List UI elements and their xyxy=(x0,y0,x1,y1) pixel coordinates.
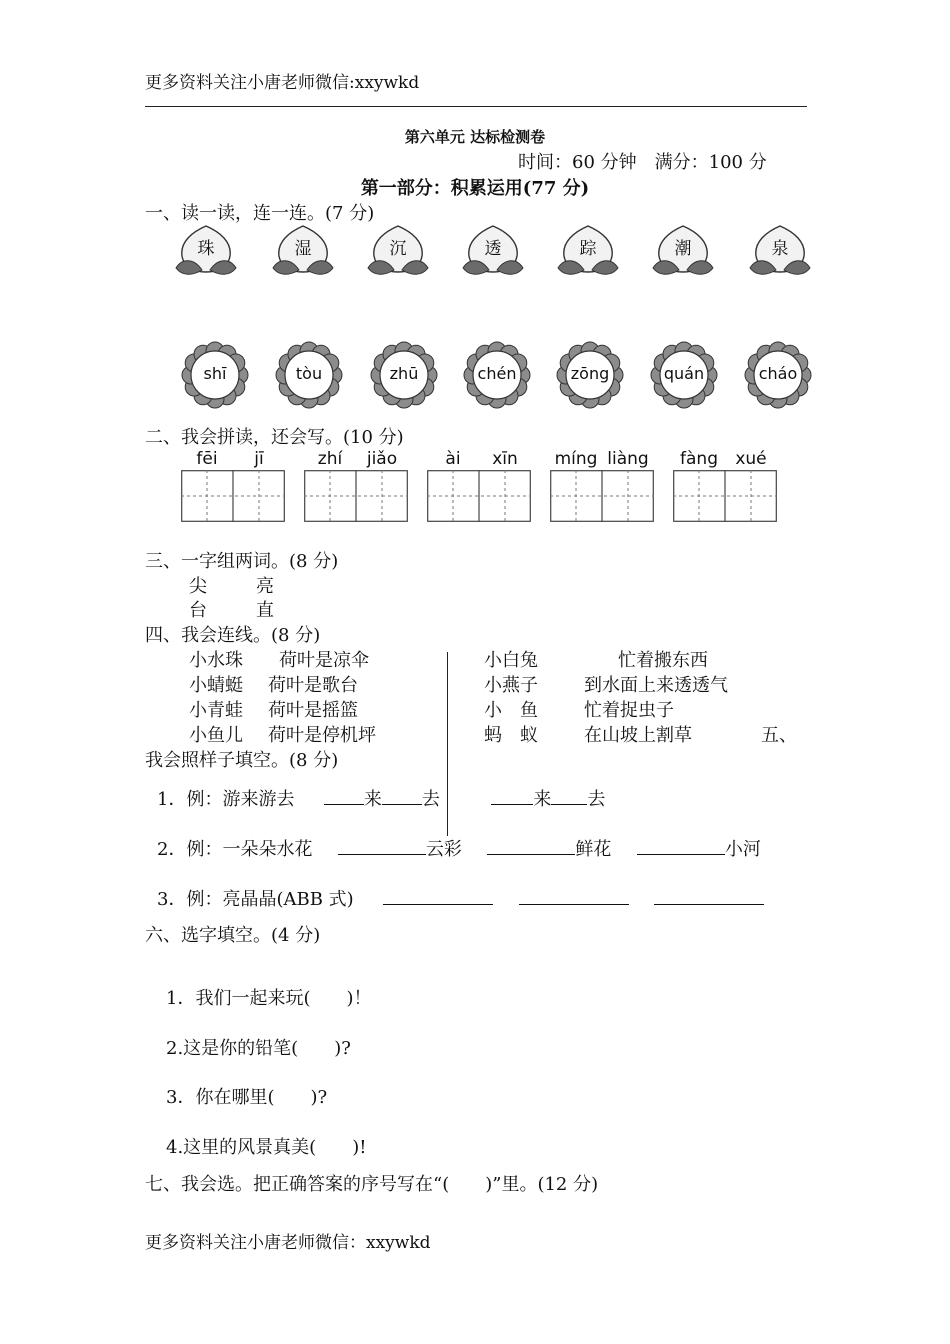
answer-blank[interactable] xyxy=(487,834,575,855)
s5-q2-word: 云彩 xyxy=(425,839,462,860)
section-3-heading: 三、一字组两词。(8 分) xyxy=(145,551,339,572)
peach-character: 湿 xyxy=(294,239,312,259)
pinyin-syllable: xué xyxy=(735,449,767,469)
match-left-what: 荷叶是摇篮 xyxy=(268,700,358,721)
flower-card[interactable] xyxy=(463,341,531,409)
pinyin-syllable: liàng xyxy=(607,449,649,469)
peach-card[interactable] xyxy=(748,222,812,280)
peach-card[interactable] xyxy=(651,222,715,280)
answer-blank[interactable] xyxy=(491,784,533,805)
s5-q2-word: 鲜花 xyxy=(575,839,612,860)
s5-q2 xyxy=(157,834,761,861)
pinyin-syllable: ài xyxy=(445,449,461,469)
answer-blank[interactable] xyxy=(383,884,493,905)
peach-character: 珠 xyxy=(197,239,215,259)
header-text: 更多资料关注小唐老师微信:xxywkd xyxy=(145,73,420,93)
s5-q2-word: 小河 xyxy=(724,839,761,860)
flower-card[interactable] xyxy=(181,341,249,409)
section-5-heading: 我会照样子填空。(8 分) xyxy=(145,750,339,771)
match-left-who: 小水珠 xyxy=(189,650,243,671)
peach-character: 沉 xyxy=(389,239,407,259)
header-rule xyxy=(145,106,807,107)
match-left-what: 荷叶是凉伞 xyxy=(279,650,369,671)
s5-q1-word: 来 xyxy=(533,789,552,810)
s5-q1-word: 去 xyxy=(587,789,606,810)
peach-card[interactable] xyxy=(461,222,525,280)
flower-card[interactable] xyxy=(556,341,624,409)
match-right-who: 蚂 蚁 xyxy=(484,725,538,746)
s3-char: 尖 xyxy=(189,576,207,597)
match-left-who: 小青蛙 xyxy=(189,700,243,721)
page-title: 第六单元 达标检测卷 xyxy=(404,128,546,146)
flower-pinyin: zhū xyxy=(389,364,419,383)
section-6-heading: 六、选字填空。(4 分) xyxy=(145,925,321,946)
flower-pinyin: cháo xyxy=(758,364,798,383)
pinyin-syllable: zhí xyxy=(317,449,343,469)
peach-character: 泉 xyxy=(771,239,789,259)
match-left-who: 小蜻蜓 xyxy=(189,675,243,696)
s5-q3-label: 3．例：亮晶晶(ABB 式) xyxy=(157,889,354,910)
writing-grid[interactable] xyxy=(181,470,285,522)
section-5-number: 五、 xyxy=(761,725,797,746)
peach-card[interactable] xyxy=(556,222,620,280)
s5-q3 xyxy=(157,884,764,911)
s3-char: 台 xyxy=(189,600,207,621)
match-right-what: 忙着搬东西 xyxy=(618,650,708,671)
flower-pinyin: shī xyxy=(203,364,227,383)
answer-blank[interactable] xyxy=(338,834,426,855)
s3-char: 直 xyxy=(256,600,274,621)
flower-pinyin: zōng xyxy=(570,364,610,383)
match-left-who: 小鱼儿 xyxy=(189,725,243,746)
s5-q1-word: 来 xyxy=(363,789,382,810)
answer-blank[interactable] xyxy=(637,834,725,855)
flower-pinyin: chén xyxy=(477,364,517,383)
pinyin-syllable: jiǎo xyxy=(366,449,398,469)
match-left-what: 荷叶是停机坪 xyxy=(268,725,376,746)
answer-blank[interactable] xyxy=(519,884,629,905)
s5-q1 xyxy=(157,784,605,811)
s5-q1-word: 去 xyxy=(421,789,440,810)
match-right-who: 小白兔 xyxy=(484,650,538,671)
section-4-heading: 四、我会连线。(8 分) xyxy=(145,625,321,646)
footer-text: 更多资料关注小唐老师微信：xxywkd xyxy=(145,1233,431,1253)
answer-blank[interactable] xyxy=(324,784,364,805)
peach-card[interactable] xyxy=(366,222,430,280)
answer-blank[interactable] xyxy=(382,784,422,805)
writing-grid[interactable] xyxy=(673,470,777,522)
pinyin-syllable: míng xyxy=(554,449,598,469)
flower-pinyin: tòu xyxy=(295,364,323,383)
flower-card[interactable] xyxy=(275,341,343,409)
s5-q1-label: 1．例：游来游去 xyxy=(157,789,295,810)
flower-card[interactable] xyxy=(370,341,438,409)
match-left-what: 荷叶是歌台 xyxy=(268,675,358,696)
pinyin-syllable: fàng xyxy=(680,449,718,469)
time-info: 时间：60 分钟 满分：100 分 xyxy=(518,152,767,173)
match-right-who: 小 鱼 xyxy=(484,700,538,721)
match-right-what: 在山坡上割草 xyxy=(584,725,692,746)
writing-grid[interactable] xyxy=(427,470,531,522)
flower-card[interactable] xyxy=(744,341,812,409)
s6-item: 4.这里的风景真美( )! xyxy=(166,1137,367,1158)
answer-blank[interactable] xyxy=(654,884,764,905)
s3-char: 亮 xyxy=(256,576,274,597)
answer-blank[interactable] xyxy=(551,784,587,805)
flower-pinyin: quán xyxy=(663,364,705,383)
writing-grid[interactable] xyxy=(550,470,654,522)
peach-character: 透 xyxy=(484,239,502,259)
s6-item: 1．我们一起来玩( )！ xyxy=(166,988,372,1009)
section-2-heading: 二、我会拼读，还会写。(10 分) xyxy=(145,427,404,448)
section-1-heading: 一、读一读，连一连。(7 分) xyxy=(145,203,375,224)
part-one-heading: 第一部分：积累运用(77 分) xyxy=(360,178,590,199)
match-right-what: 忙着捉虫子 xyxy=(584,700,674,721)
pinyin-syllable: jī xyxy=(254,449,264,469)
pinyin-syllable: xīn xyxy=(492,449,518,469)
flower-card[interactable] xyxy=(650,341,718,409)
writing-grid[interactable] xyxy=(304,470,408,522)
peach-card[interactable] xyxy=(271,222,335,280)
s6-item: 3．你在哪里( )? xyxy=(166,1087,328,1108)
pinyin-syllable: fēi xyxy=(196,449,218,469)
s5-q2-label: 2．例：一朵朵水花 xyxy=(157,839,313,860)
peach-character: 潮 xyxy=(674,239,692,259)
s6-item: 2.这是你的铅笔( )? xyxy=(166,1038,351,1059)
peach-card[interactable] xyxy=(174,222,238,280)
match-right-who: 小燕子 xyxy=(484,675,538,696)
peach-character: 踪 xyxy=(579,239,597,259)
section-7-heading: 七、我会选。把正确答案的序号写在“( )”里。(12 分) xyxy=(145,1174,599,1195)
match-right-what: 到水面上来透透气 xyxy=(584,675,728,696)
